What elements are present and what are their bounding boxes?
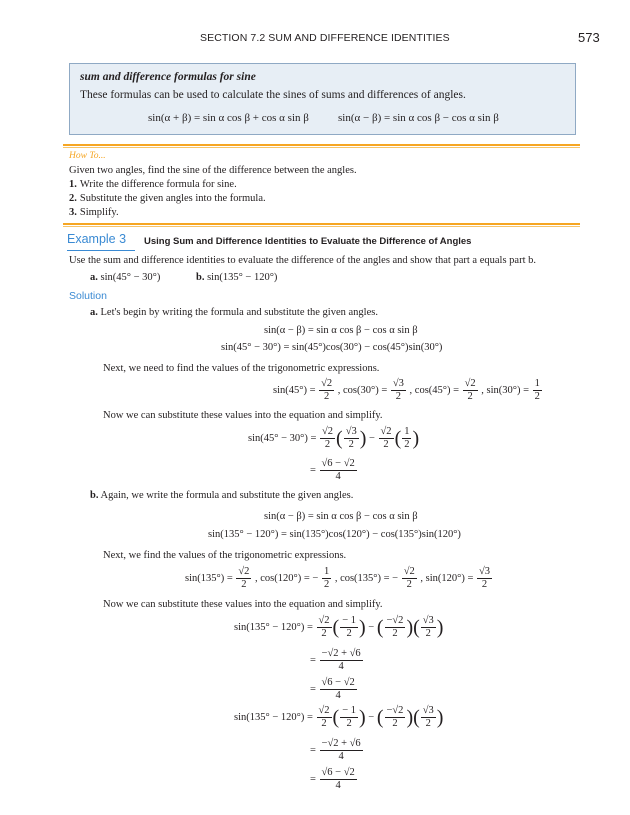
paren: (: [376, 616, 384, 639]
denominator: 2: [323, 579, 330, 590]
denominator: 2: [392, 628, 398, 639]
numerator: 1: [323, 566, 330, 577]
part-b-label: b.: [196, 272, 205, 283]
equals: =: [310, 744, 316, 756]
numerator: √2: [322, 426, 334, 437]
solution-a-intro-text: Let's begin by writing the formula and substitute the given angles.: [100, 307, 378, 318]
fraction: [340, 615, 358, 640]
denominator: 4: [338, 661, 344, 672]
equation-b-1: sin(α − β) = sin α cos β − cos α sin β: [264, 511, 418, 522]
solution-a-intro: [90, 307, 378, 318]
fraction: [320, 767, 357, 792]
numerator: √6 − √2: [321, 458, 355, 469]
value-label: sin(45°) =: [273, 384, 316, 396]
solution-b-substitute: Now we can substitute these values into the equation and simplify.: [103, 599, 383, 610]
denominator: 2: [241, 579, 247, 590]
equals: =: [310, 654, 316, 666]
lhs: sin(45° − 30°) =: [248, 432, 317, 444]
denominator: 2: [467, 391, 473, 402]
denominator: 2: [481, 579, 488, 590]
denominator: 4: [335, 471, 341, 482]
numerator: √6 − √2: [321, 767, 355, 778]
simplify-b-line-6: [310, 767, 358, 792]
example-label: Example 3: [67, 232, 127, 246]
value-label: sin(135°) =: [185, 572, 233, 584]
simplify-a-line-2: [310, 458, 358, 483]
howto-step-number: 2.: [69, 193, 77, 204]
paren: (: [413, 616, 420, 639]
paren: ): [406, 616, 414, 639]
fraction: [317, 705, 332, 730]
solution-a-next: Next, we need to find the values of the trigonometric expressions.: [103, 363, 380, 374]
denominator: 2: [406, 579, 412, 590]
part-b-expression: sin(135° − 120°): [207, 272, 278, 283]
lhs: sin(135° − 120°) =: [234, 621, 313, 633]
example-prompt: Use the sum and difference identities to evaluate the difference of the angles and show that part a equals part b.: [69, 255, 536, 266]
example-part-b: [196, 272, 277, 283]
denominator: 2: [348, 439, 354, 450]
example-underline: [67, 250, 135, 251]
operator: −: [369, 432, 375, 444]
solution-a-substitute: Now we can substitute these values into the equation and simplify.: [103, 410, 383, 421]
howto-label: How To...: [69, 151, 106, 161]
fraction: [320, 458, 357, 483]
fraction: [320, 648, 363, 673]
fraction: [533, 378, 542, 403]
denominator: 4: [338, 751, 344, 762]
howto-step: [69, 193, 266, 204]
fraction: [421, 615, 436, 640]
denominator: 2: [324, 439, 331, 450]
solution-b-next: Next, we find the values of the trigonometric expressions.: [103, 550, 347, 561]
howto-intro: Given two angles, find the sine of the difference between the angles.: [69, 165, 357, 176]
denominator: 2: [383, 439, 389, 450]
numerator: √3: [422, 705, 434, 716]
operator: −: [368, 711, 375, 723]
lhs: sin(135° − 120°) =: [234, 711, 313, 723]
simplify-b-line-2: [310, 648, 364, 673]
equals: =: [310, 683, 316, 695]
fraction: [379, 426, 394, 451]
fraction: [402, 426, 411, 451]
paren: (: [394, 427, 402, 450]
numerator: − 1: [342, 705, 356, 716]
fraction: [319, 378, 334, 403]
numerator: 1: [534, 378, 540, 389]
equation-a-2: sin(45° − 30°) = sin(45°)cos(30°) − cos(45°)sin(30°): [221, 342, 443, 353]
numerator: 1: [404, 426, 410, 437]
fraction: [463, 378, 478, 403]
value-label: , cos(30°) =: [337, 384, 388, 396]
denominator: 2: [346, 718, 352, 729]
fraction: [385, 615, 406, 640]
numerator: − 1: [342, 615, 356, 626]
howto-rule-top: [63, 144, 580, 146]
paren: ): [359, 427, 367, 450]
paren: ): [358, 706, 366, 729]
simplify-a-line-1: [248, 426, 419, 451]
numerator: −√2 + √6: [321, 738, 361, 749]
paren: (: [376, 706, 384, 729]
numerator: √3: [479, 566, 491, 577]
paren: ): [358, 616, 366, 639]
fraction: [317, 615, 332, 640]
equals: =: [310, 464, 316, 476]
howto-rule-bottom-thin: [63, 226, 580, 227]
fraction: [344, 426, 359, 451]
page-number: 573: [578, 30, 600, 45]
numerator: √6 − √2: [321, 677, 355, 688]
fraction: [320, 738, 363, 763]
howto-step-text: Simplify.: [79, 207, 119, 218]
part-a-expression: sin(45° − 30°): [100, 272, 161, 283]
numerator: −√2: [386, 615, 404, 626]
paren: ): [436, 616, 444, 639]
howto-rule-bottom: [63, 223, 580, 225]
paren: ): [436, 706, 444, 729]
simplify-b-line-3: [310, 677, 358, 702]
paren: (: [332, 616, 340, 639]
numerator: √2: [318, 705, 330, 716]
denominator: 2: [534, 391, 540, 402]
numerator: √2: [238, 566, 250, 577]
howto-step-number: 1.: [69, 179, 77, 190]
formula-box: [69, 63, 576, 135]
fraction: [421, 705, 436, 730]
part-a-label: a.: [90, 272, 98, 283]
fraction: [236, 566, 251, 591]
howto-step: [69, 179, 237, 190]
denominator: 4: [335, 780, 341, 791]
fraction: [320, 677, 357, 702]
numerator: −√2: [386, 705, 404, 716]
denominator: 2: [321, 718, 327, 729]
section-title: SECTION 7.2 SUM AND DIFFERENCE IDENTITIES: [200, 32, 450, 44]
numerator: √2: [321, 378, 333, 389]
numerator: √2: [380, 426, 392, 437]
fraction: [385, 705, 406, 730]
howto-step-text: Substitute the given angles into the formula.: [79, 193, 266, 204]
numerator: √2: [318, 615, 330, 626]
denominator: 2: [321, 628, 327, 639]
fraction: [340, 705, 358, 730]
operator: −: [368, 621, 375, 633]
numerator: √2: [403, 566, 415, 577]
paren: ): [406, 706, 414, 729]
solution-b-intro-text: Again, we write the formula and substitute the given angles.: [100, 490, 354, 501]
numerator: √3: [392, 378, 404, 389]
simplify-b-line-5: [310, 738, 364, 763]
paren: (: [413, 706, 420, 729]
equation-b-2: sin(135° − 120°) = sin(135°)cos(120°) − cos(135°)sin(120°): [208, 529, 461, 540]
howto-rule-top-thin: [63, 147, 580, 148]
denominator: 2: [392, 718, 398, 729]
paren: ): [412, 427, 420, 450]
value-label: , cos(135°) = −: [334, 572, 399, 584]
solution-b-intro: [90, 490, 353, 501]
value-label: , cos(45°) =: [409, 384, 460, 396]
example-part-a: [90, 272, 160, 283]
denominator: 4: [335, 690, 341, 701]
value-label: , sin(120°) =: [420, 572, 474, 584]
denominator: 2: [404, 439, 410, 450]
numerator: √3: [345, 426, 357, 437]
paren: (: [332, 706, 340, 729]
paren: (: [336, 427, 343, 450]
fraction: [320, 426, 335, 451]
formula-box-description: These formulas can be used to calculate the sines of sums and differences of angles.: [80, 89, 466, 101]
denominator: 2: [395, 391, 402, 402]
solution-label: Solution: [69, 290, 107, 302]
values-b-line: [185, 566, 493, 591]
value-label: , cos(120°) = −: [255, 572, 319, 584]
fraction: [391, 378, 406, 403]
simplify-b-line-1: [234, 615, 443, 640]
howto-step-number: 3.: [69, 207, 77, 218]
page-header: [0, 30, 630, 50]
howto-step: [69, 207, 119, 218]
solution-b-label: b.: [90, 490, 99, 501]
fraction: [322, 566, 331, 591]
value-label: , sin(30°) =: [481, 384, 530, 396]
example-title: Using Sum and Difference Identities to Evaluate the Difference of Angles: [144, 236, 472, 247]
formula-box-title: sum and difference formulas for sine: [80, 71, 256, 83]
equation-a-1: sin(α − β) = sin α cos β − cos α sin β: [264, 325, 418, 336]
howto-step-text: Write the difference formula for sine.: [79, 179, 237, 190]
numerator: −√2 + √6: [321, 648, 361, 659]
solution-a-label: a.: [90, 307, 98, 318]
formula-difference: sin(α − β) = sin α cos β − cos α sin β: [338, 112, 499, 124]
numerator: √3: [422, 615, 434, 626]
fraction: [477, 566, 492, 591]
denominator: 2: [425, 718, 431, 729]
values-a-line: [273, 378, 543, 403]
fraction: [402, 566, 417, 591]
numerator: √2: [464, 378, 476, 389]
denominator: 2: [346, 628, 352, 639]
simplify-b-line-4: [234, 705, 443, 730]
formula-sum: sin(α + β) = sin α cos β + cos α sin β: [148, 112, 309, 124]
denominator: 2: [324, 391, 330, 402]
denominator: 2: [425, 628, 431, 639]
equals: =: [310, 773, 316, 785]
